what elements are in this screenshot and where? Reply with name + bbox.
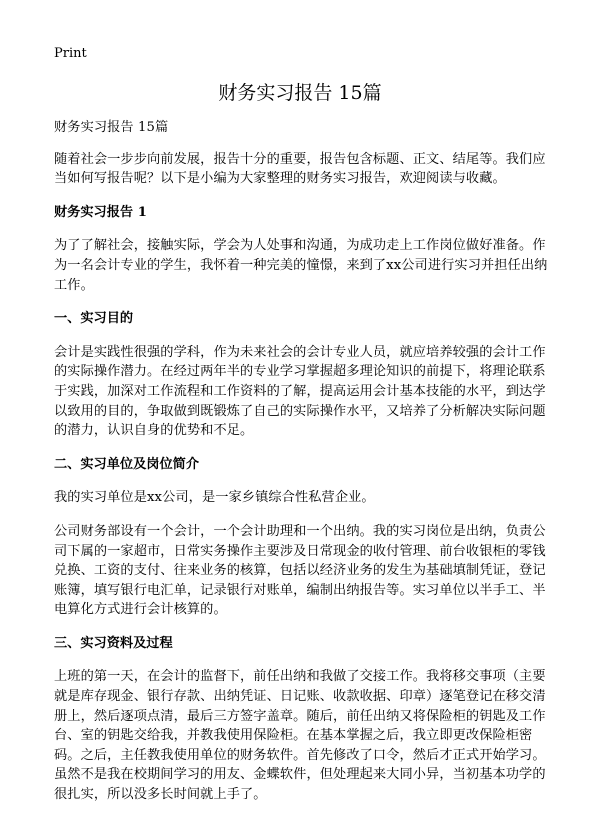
intro-paragraph: 随着社会一步步向前发展，报告十分的重要，报告包含标题、正文、结尾等。我们应当如何写报告呢？以下是小编为大家整理的财务实习报告，欢迎阅读与收藏。 — [54, 151, 546, 187]
heading-purpose: 一、实习目的 — [54, 311, 134, 327]
paragraph-4: 公司财务部设有一个会计，一个会计助理和一个出纳。我的实习岗位是出纳，负责公司下属的一家超市，日常实务操作主要涉及日常现金的收付管理、前台收银柜的零钱兑换、工资的支付、往来业务的核算，包括以经济业务的发生为基础填制凭证，登记账簿，填写银行电汇单，记录银行对账单，编制出纳报告等。实习单位以半手工、半电算化方式进行会计核算的。 — [54, 523, 546, 618]
document-subtitle: 财务实习报告 15篇 — [54, 120, 169, 135]
heading-process: 三、实习资料及过程 — [54, 635, 173, 651]
paragraph-5: 上班的第一天，在会计的监督下，前任出纳和我做了交接工作。我将移交事项（主要就是库存现金、银行存款、出纳凭证、日记账、收款收据、印章）逐笔登记在移交清册上，然后逐项点清，最后三方签字盖章。随后，前任出纳又将保险柜的钥匙及工作台、室的钥匙交给我，并教我使用保险柜。在基本掌握之后，我立即更改保险柜密码。之后，主任教我使用单位的财务软件。首先修改了口令，然后才正式开始学习。虽然不是我在校期间学习的用友、金蝶软件，但处理起来大同小异，当初基本功学的很扎实，所以没多长时间就上手了。 — [54, 669, 546, 803]
paragraph-1: 为了了解社会，接触实际，学会为人处事和沟通，为成功走上工作岗位做好准备。作为一名会计专业的学生，我怀着一种完美的憧憬，来到了xx公司进行实习并担任出纳工作。 — [54, 238, 548, 293]
section-heading: 财务实习报告 1 — [54, 204, 147, 220]
paragraph-2: 会计是实践性很强的学科，作为未来社会的会计专业人员，就应培养较强的会计工作的实际操作潜力。在经过两年半的专业学习掌握超多理论知识的前提下，将理论联系于实践，加深对工作流程和工作资料的了解，提高运用会计基本技能的水平，到达学以致用的目的，争取做到既锻炼了自己的实际操作水平，又培养了分析解决实际问题的潜力，认识自身的优势和不足。 — [54, 344, 546, 439]
paragraph-3: 我的实习单位是xx公司，是一家乡镇综合性私营企业。 — [54, 490, 375, 506]
heading-unit: 二、实习单位及岗位简介 — [54, 456, 200, 472]
print-link[interactable]: Print — [54, 46, 87, 61]
document-title: 财务实习报告 15篇 — [218, 82, 382, 104]
document-body — [54, 118, 554, 819]
